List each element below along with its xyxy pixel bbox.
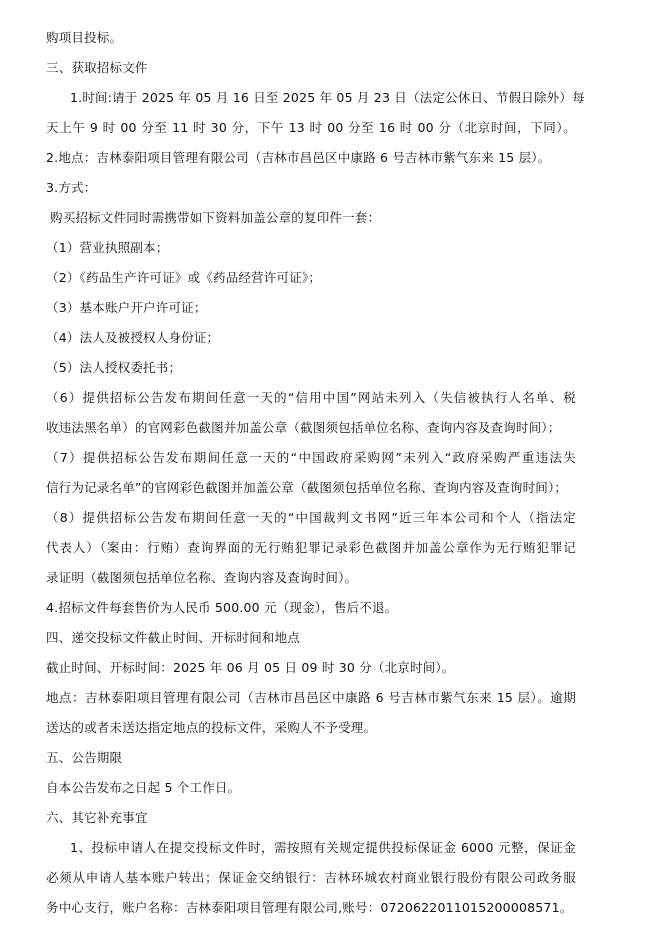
text-line: 购买招标文件同时需携带如下资料加盖公章的复印件一套： — [50, 210, 381, 225]
list-item: （2）《药品生产许可证》或《药品经营许可证》； — [46, 270, 322, 285]
section-heading: 五、公告期限 — [46, 750, 123, 765]
text-line: 4.招标文件每套售价为人民币 500.00 元（现金），售后不退。 — [46, 600, 398, 615]
text-line: 收违法黑名单）的官网彩色截图并加盖公章（截图须包括单位名称、查询内容及查询时间）； — [46, 420, 561, 435]
text-line: 地点：吉林泰阳项目管理有限公司（吉林市昌邑区中康路 6 号吉林市紫气东来 15 层）。逾期 — [46, 690, 576, 705]
text-line: 务中心支行，账户名称：吉林泰阳项目管理有限公司,账号：0720622011015200008571。 — [46, 900, 573, 915]
text-line: 天上午 9 时 00 分至 11 时 30 分，下午 13 时 00 分至 16 时 00 分（北京时间，下同）。 — [46, 120, 576, 135]
list-item: （8）提供招标公告发布期间任意一天的“中国裁判文书网”近三年本公司和个人（指法定 — [46, 510, 576, 525]
list-item: （6）提供招标公告发布期间任意一天的“信用中国”网站未列入（失信被执行人名单、税 — [46, 390, 576, 405]
text-line: 送达的或者未送达指定地点的投标文件，采购人不予受理。 — [46, 720, 377, 735]
list-item: （1）营业执照副本； — [46, 240, 169, 255]
section-heading: 六、其它补充事宜 — [46, 810, 148, 825]
section-heading: 四、递交投标文件截止时间、开标时间和地点 — [46, 630, 301, 645]
text-line: 必须从申请人基本账户转出；保证金交纳银行：吉林环城农村商业银行股份有限公司政务服 — [46, 870, 576, 885]
text-line: 购项目投标。 — [46, 30, 123, 45]
text-line: 代表人）（案由：行贿）查询界面的无行贿犯罪记录彩色截图并加盖公章作为无行贿犯罪记 — [46, 540, 576, 555]
text-line: 2.地点：吉林泰阳项目管理有限公司（吉林市昌邑区中康路 6 号吉林市紫气东来 15 层）。 — [46, 150, 551, 165]
text-line: 自本公告发布之日起 5 个工作日。 — [46, 780, 241, 795]
list-item: （5）法人授权委托书； — [46, 360, 182, 375]
text-line: 1、投标申请人在提交投标文件时，需按照有关规定提供投标保证金 6000 元整，保证金 — [70, 840, 576, 855]
text-line: 录证明（截图须包括单位名称、查询内容及查询时间）。 — [46, 570, 358, 585]
text-line: 3.方式： — [46, 180, 97, 195]
list-item: （7）提供招标公告发布期间任意一天的“中国政府采购网”未列入“政府采购严重违法失 — [46, 450, 576, 465]
section-heading: 三、获取招标文件 — [46, 60, 148, 75]
list-item: （4）法人及被授权人身份证； — [46, 330, 220, 345]
text-line: 信行为记录名单”的官网彩色截图并加盖公章（截图须包括单位名称、查询内容及查询时间）； — [46, 480, 568, 495]
text-line: 1.时间:请于 2025 年 05 月 16 日至 2025 年 05 月 23 日（法定公休日、节假日除外）每 — [70, 90, 585, 105]
text-line: 截止时间、开标时间：2025 年 06 月 05 日 09 时 30 分（北京时间）。 — [46, 660, 455, 675]
list-item: （3）基本账户开户许可证； — [46, 300, 207, 315]
